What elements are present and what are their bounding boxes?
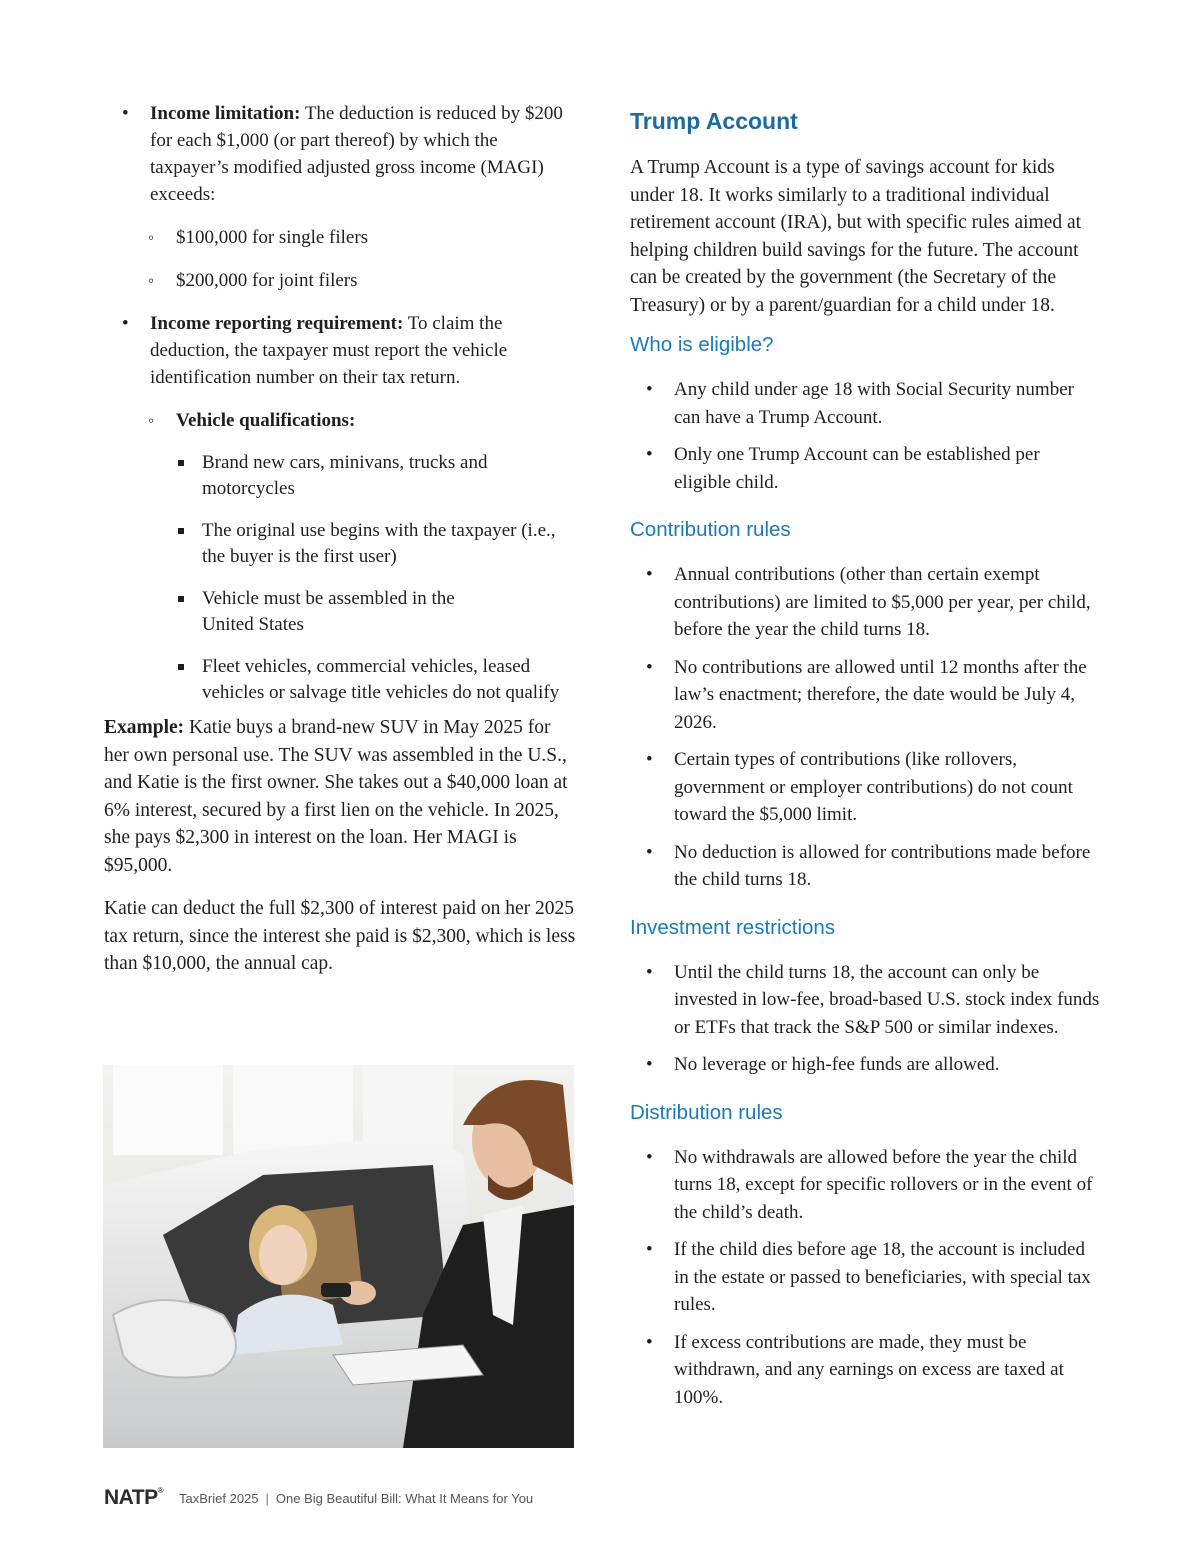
distribution-rules-heading: Distribution rules [630, 1100, 783, 1124]
investment-restrictions-heading: Investment restrictions [630, 915, 836, 939]
single-filers-item: ◦ $100,000 for single filers [104, 224, 578, 251]
example-label: Example: [104, 717, 185, 738]
publication-name: TaxBrief 2025 [179, 1490, 259, 1506]
income-reporting-bullet [104, 310, 578, 391]
income-reporting-label: Income reporting requirement: [150, 313, 404, 334]
vehicle-qualification-item: Brand new cars, minivans, trucks and motorcycles [104, 450, 578, 502]
list-item: • Certain types of contributions (like rollovers, government or employer contributions) do not count toward the $5,000 limit. [630, 746, 1100, 829]
investment-restrictions-list [630, 959, 1100, 1079]
list-item: • If excess contributions are made, they must be withdrawn, and any earnings on excess are taxed at 100%. [630, 1329, 1100, 1412]
natp-logo-text: NATP [104, 1486, 158, 1509]
car-dealer-photo [103, 1065, 574, 1448]
income-limitation-text: The deduction is reduced by $200 for each $1,000 (or part thereof) by which the taxpayer’s modified adjusted gross income (MAGI) exceeds: [150, 103, 563, 205]
trump-account-intro: A Trump Account is a type of savings account for kids under 18. It works similarly to a traditional individual retirement account (IRA), but with specific rules aimed at helping children build savings for the future. The account can be created by the government (the Secretary of the Treasury) or by a parent/guardian for a child under 18. [630, 157, 1082, 316]
conclusion-paragraph: Katie can deduct the full $2,300 of interest paid on her 2025 tax return, since the interest she paid is $2,300, which is less than $10,000, the annual cap. [104, 898, 576, 974]
income-reporting-text: To claim the deduction, the taxpayer must report the vehicle identification number on their tax return. [150, 313, 508, 388]
income-limitation-bullet [104, 100, 578, 208]
footer-separator: | [265, 1490, 269, 1506]
footer-text [179, 1491, 533, 1506]
natp-logo [104, 1486, 163, 1510]
right-column [630, 106, 1100, 1431]
registered-mark: ® [157, 1486, 164, 1495]
distribution-rules-list [630, 1144, 1100, 1412]
vehicle-qualification-item: The original use begins with the taxpayer (i.e., the buyer is the first user) [104, 518, 578, 570]
page-footer [104, 1486, 533, 1510]
contribution-rules-heading: Contribution rules [630, 518, 791, 541]
trump-account-title: Trump Account [630, 108, 798, 134]
joint-filers-item: ◦ $200,000 for joint filers [104, 267, 578, 294]
list-item: • No contributions are allowed until 12 months after the law’s enactment; therefore, the date would be July 4, 2026. [630, 654, 1100, 737]
vehicle-qualification-item: Vehicle must be assembled in the United States [104, 586, 578, 638]
left-column [104, 100, 578, 994]
list-item: • Annual contributions (other than certain exempt contributions) are limited to $5,000 per year, per child, before the year the child turns 18. [630, 561, 1100, 644]
list-item: • Until the child turns 18, the account can only be invested in low-fee, broad-based U.S. stock index funds or ETFs that track the S&P 500 or similar indexes. [630, 959, 1100, 1042]
list-item: • No deduction is allowed for contributions made before the child turns 18. [630, 839, 1100, 894]
list-item: • No withdrawals are allowed before the year the child turns 18, except for specific rollovers or in the event of the child’s death. [630, 1144, 1100, 1227]
example-text: Katie buys a brand-new SUV in May 2025 for her own personal use. The SUV was assembled in the U.S., and Katie is the first owner. She takes out a $40,000 loan at 6% interest, secured by a first lien on the vehicle. In 2025, she pays $2,300 in interest on the loan. Her MAGI is $95,000. [104, 717, 568, 876]
contribution-rules-list [630, 561, 1100, 894]
publication-subtitle: One Big Beautiful Bill: What It Means for You [275, 1490, 534, 1506]
eligibility-heading: Who is eligible? [630, 333, 774, 356]
eligibility-list [630, 376, 1100, 496]
vehicle-qualifications-label: ◦ Vehicle qualifications: [104, 407, 578, 434]
example-paragraph [104, 714, 578, 879]
list-item: • Any child under age 18 with Social Security number can have a Trump Account. [630, 376, 1100, 431]
vehicle-qualification-item: Fleet vehicles, commercial vehicles, leased vehicles or salvage title vehicles do not qualify [104, 654, 578, 706]
list-item: • Only one Trump Account can be established per eligible child. [630, 441, 1100, 496]
income-limitation-label: Income limitation: [150, 103, 301, 124]
list-item: • If the child dies before age 18, the account is included in the estate or passed to beneficiaries, with special tax rules. [630, 1236, 1100, 1319]
list-item: • No leverage or high-fee funds are allowed. [630, 1051, 1100, 1079]
